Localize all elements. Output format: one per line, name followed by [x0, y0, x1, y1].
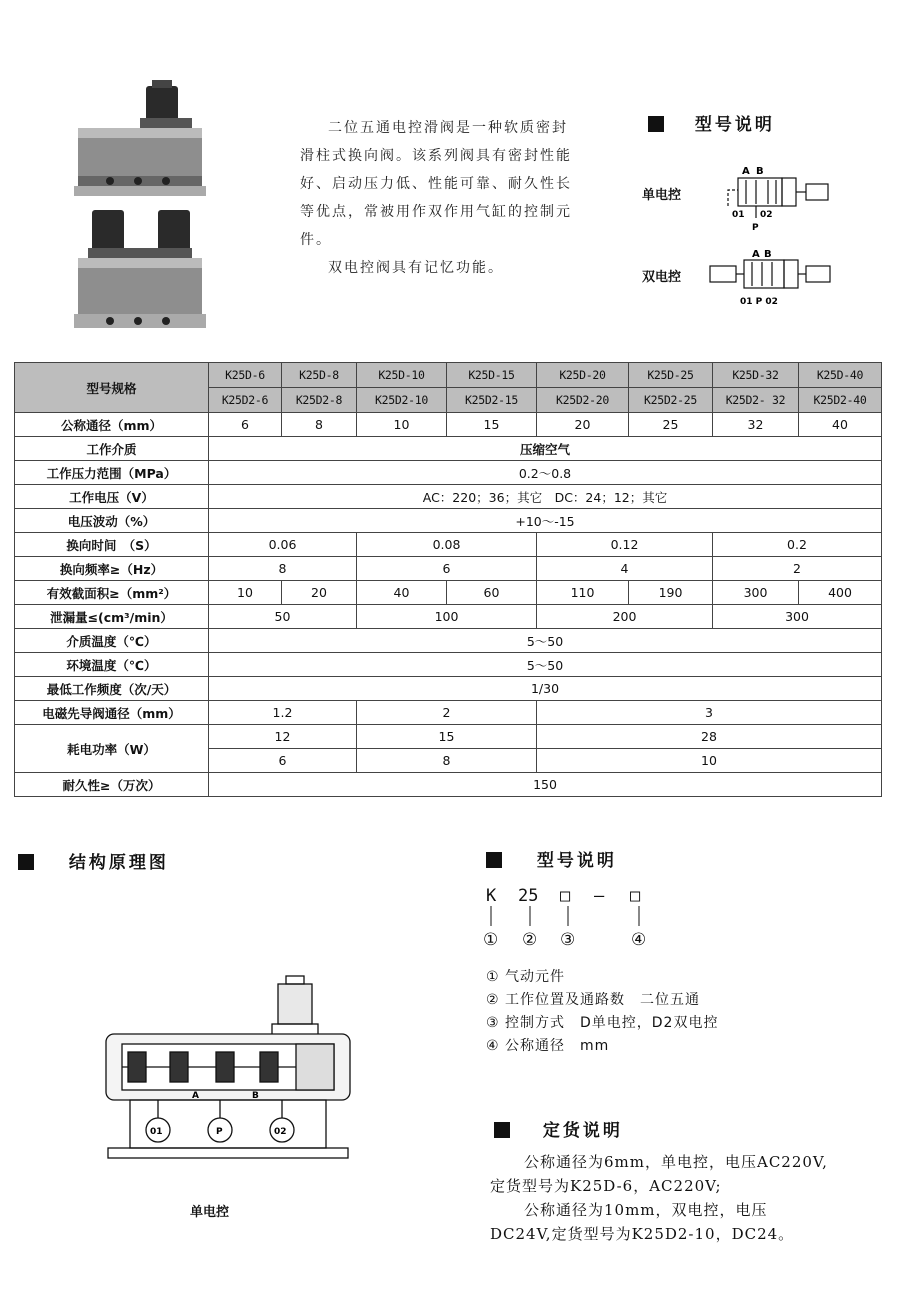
- code-box-4: □: [630, 886, 641, 906]
- table-cell: 0.2～0.8: [209, 461, 882, 485]
- port-p-label: P: [752, 223, 759, 233]
- table-cell: 5～50: [209, 629, 882, 653]
- table-cell: 8: [357, 749, 537, 773]
- double-control-symbol: [708, 246, 838, 308]
- row-label: 泄漏量≤(cm³/min）: [15, 605, 209, 629]
- heading-text: 型号说明: [536, 851, 617, 871]
- table-row-ambient-temp: [15, 653, 882, 677]
- model-cell: K25D-15: [447, 363, 537, 388]
- model-cell: K25D2-6: [209, 388, 282, 413]
- port-o2-label: 02: [760, 210, 773, 220]
- table-cell: 3: [537, 701, 882, 725]
- table-cell: 200: [537, 605, 713, 629]
- double-solenoid-valve-photo: [74, 210, 206, 328]
- table-cell: 压缩空气: [209, 437, 882, 461]
- table-row-diameter: [15, 413, 882, 437]
- row-label: 换向时间 （S）: [15, 533, 209, 557]
- single-control-label: 单电控: [642, 188, 682, 203]
- list-item: ③ 控制方式 D单电控，D2双电控: [486, 1015, 719, 1031]
- row-label: 工作压力范围（MPa）: [15, 461, 209, 485]
- row-label: 有效截面积≥（mm²）: [15, 581, 209, 605]
- model-cell: K25D2-10: [357, 388, 447, 413]
- table-cell: 150: [209, 773, 882, 797]
- model-cell: K25D2-25: [629, 388, 713, 413]
- table-cell: 25: [629, 413, 713, 437]
- table-cell: 300: [713, 605, 882, 629]
- table-cell: 6: [209, 413, 282, 437]
- row-label: 电压波动（%）: [15, 509, 209, 533]
- table-cell: 40: [799, 413, 882, 437]
- model-cell: K25D-32: [713, 363, 799, 388]
- table-cell: 190: [629, 581, 713, 605]
- table-cell: 32: [713, 413, 799, 437]
- table-row-leakage: [15, 605, 882, 629]
- table-cell: +10～-15: [209, 509, 882, 533]
- single-solenoid-valve-photo: [74, 80, 206, 196]
- row-label: 工作介质: [15, 437, 209, 461]
- table-cell: 28: [537, 725, 882, 749]
- port-b-label: B: [756, 166, 764, 177]
- table-cell: 300: [713, 581, 799, 605]
- port-a-label: A: [192, 1091, 199, 1101]
- code-leader-lines: [486, 906, 656, 928]
- heading-text: 型号说明: [694, 115, 775, 135]
- table-cell: 6: [357, 557, 537, 581]
- model-cell: K25D-40: [799, 363, 882, 388]
- table-cell: 20: [537, 413, 629, 437]
- row-label: 最低工作频度（次/天）: [15, 677, 209, 701]
- table-cell: 15: [447, 413, 537, 437]
- table-row-durability: [15, 773, 882, 797]
- table-cell: 15: [357, 725, 537, 749]
- table-cell: 0.06: [209, 533, 357, 557]
- table-cell: 10: [537, 749, 882, 773]
- table-cell: 0.2: [713, 533, 882, 557]
- intro-paragraph-2: 双电控阀具有记忆功能。: [328, 260, 504, 276]
- circled-4: ④: [631, 930, 647, 950]
- model-legend-list: [486, 966, 866, 1058]
- table-cell: 1/30: [209, 677, 882, 701]
- model-cell: K25D-10: [357, 363, 447, 388]
- table-row-area: [15, 581, 882, 605]
- model-cell: K25D2-8: [282, 388, 357, 413]
- table-row-medium: [15, 437, 882, 461]
- square-bullet-icon: [18, 854, 34, 870]
- square-bullet-icon: [648, 116, 664, 132]
- circled-3: ③: [560, 930, 576, 950]
- order-text: [490, 1150, 890, 1246]
- bottom-ports-label: 01 P 02: [740, 297, 778, 307]
- row-label: 工作电压（V）: [15, 485, 209, 509]
- row-label: 公称通径（mm）: [15, 413, 209, 437]
- model-cell: K25D2-15: [447, 388, 537, 413]
- row-label: 耐久性≥（万次）: [15, 773, 209, 797]
- model-cell: K25D2-20: [537, 388, 629, 413]
- order-line-4: DC24V,定货型号为K25D2-10，DC24。: [490, 1225, 795, 1243]
- model-header-cell: 型号规格: [15, 363, 209, 413]
- list-item: ② 工作位置及通路数 二位五通: [486, 992, 701, 1008]
- model-cell: K25D2- 32: [713, 388, 799, 413]
- order-line-3: 公称通径为10mm，双电控，电压: [524, 1201, 768, 1219]
- table-cell: 2: [713, 557, 882, 581]
- heading-text: 结构原理图: [68, 853, 169, 873]
- circled-1: ①: [483, 930, 499, 950]
- model-cell: K25D-20: [537, 363, 629, 388]
- table-row-fluctuation: [15, 509, 882, 533]
- table-cell: 12: [209, 725, 357, 749]
- single-control-symbol: [710, 160, 835, 235]
- port-b-label: B: [252, 1091, 259, 1101]
- square-bullet-icon: [494, 1122, 510, 1138]
- model-desc-heading-bottom: [486, 846, 617, 871]
- row-label: 换向频率≥（Hz）: [15, 557, 209, 581]
- structure-diagram: [100, 972, 360, 1168]
- table-cell: 4: [537, 557, 713, 581]
- port-a-label: A: [752, 249, 760, 260]
- table-cell: 400: [799, 581, 882, 605]
- structure-heading: [18, 848, 169, 873]
- table-cell: 0.12: [537, 533, 713, 557]
- code-25: 25: [518, 886, 539, 906]
- table-cell: 20: [282, 581, 357, 605]
- port-b-label: B: [764, 249, 772, 260]
- row-label: 介质温度（℃）: [15, 629, 209, 653]
- port-o2-label: 02: [274, 1127, 287, 1137]
- code-dash: —: [594, 886, 605, 906]
- spec-table: [14, 362, 882, 797]
- order-heading: [494, 1116, 623, 1141]
- table-cell: 6: [209, 749, 357, 773]
- model-code: [483, 886, 666, 956]
- table-row-voltage: [15, 485, 882, 509]
- code-box-3: □: [560, 886, 571, 906]
- product-photos: [70, 78, 210, 336]
- order-line-1: 公称通径为6mm，单电控，电压AC220V,: [524, 1153, 828, 1171]
- table-cell: AC：220；36；其它 DC：24；12；其它: [209, 485, 882, 509]
- list-item: ④ 公称通径 mm: [486, 1038, 610, 1054]
- model-row-single: [15, 363, 882, 388]
- port-a-label: A: [742, 166, 750, 177]
- table-cell: 8: [282, 413, 357, 437]
- table-cell: 10: [357, 413, 447, 437]
- port-o1-label: 01: [150, 1127, 163, 1137]
- table-cell: 5～50: [209, 653, 882, 677]
- row-label: 环境温度（℃）: [15, 653, 209, 677]
- model-desc-heading-top: [648, 110, 775, 135]
- model-cell: K25D-8: [282, 363, 357, 388]
- table-cell: 8: [209, 557, 357, 581]
- table-cell: 1.2: [209, 701, 357, 725]
- table-cell: 50: [209, 605, 357, 629]
- intro-text: [300, 114, 582, 282]
- model-cell: K25D-6: [209, 363, 282, 388]
- table-cell: 10: [209, 581, 282, 605]
- table-cell: 2: [357, 701, 537, 725]
- list-item: ① 气动元件: [486, 969, 566, 985]
- row-label: 电磁先导阀通径（mm）: [15, 701, 209, 725]
- double-control-label: 双电控: [642, 270, 682, 285]
- table-row-switch-time: [15, 533, 882, 557]
- row-label: 耗电功率（W）: [15, 725, 209, 773]
- code-k: K: [486, 886, 497, 906]
- model-cell: K25D-25: [629, 363, 713, 388]
- model-cell: K25D2-40: [799, 388, 882, 413]
- table-cell: 110: [537, 581, 629, 605]
- order-line-2: 定货型号为K25D-6，AC220V;: [490, 1177, 722, 1195]
- table-row-pilot: [15, 701, 882, 725]
- port-p-label: P: [216, 1127, 223, 1137]
- structure-caption: 单电控: [190, 1205, 230, 1220]
- table-cell: 40: [357, 581, 447, 605]
- heading-text: 定货说明: [542, 1121, 623, 1141]
- circled-2: ②: [522, 930, 538, 950]
- table-cell: 0.08: [357, 533, 537, 557]
- port-o1-label: 01: [732, 210, 745, 220]
- table-row-medium-temp: [15, 629, 882, 653]
- intro-paragraph-1: 二位五通电控滑阀是一种软质密封滑柱式换向阀。该系列阀具有密封性能好、启动压力低、性能可靠、耐久性长等优点，常被用作双作用气缸的控制元件。: [300, 120, 572, 248]
- table-row-frequency: [15, 557, 882, 581]
- table-cell: 100: [357, 605, 537, 629]
- square-bullet-icon: [486, 852, 502, 868]
- table-row-power-1: [15, 725, 882, 749]
- table-row-pressure: [15, 461, 882, 485]
- table-row-min-freq: [15, 677, 882, 701]
- table-cell: 60: [447, 581, 537, 605]
